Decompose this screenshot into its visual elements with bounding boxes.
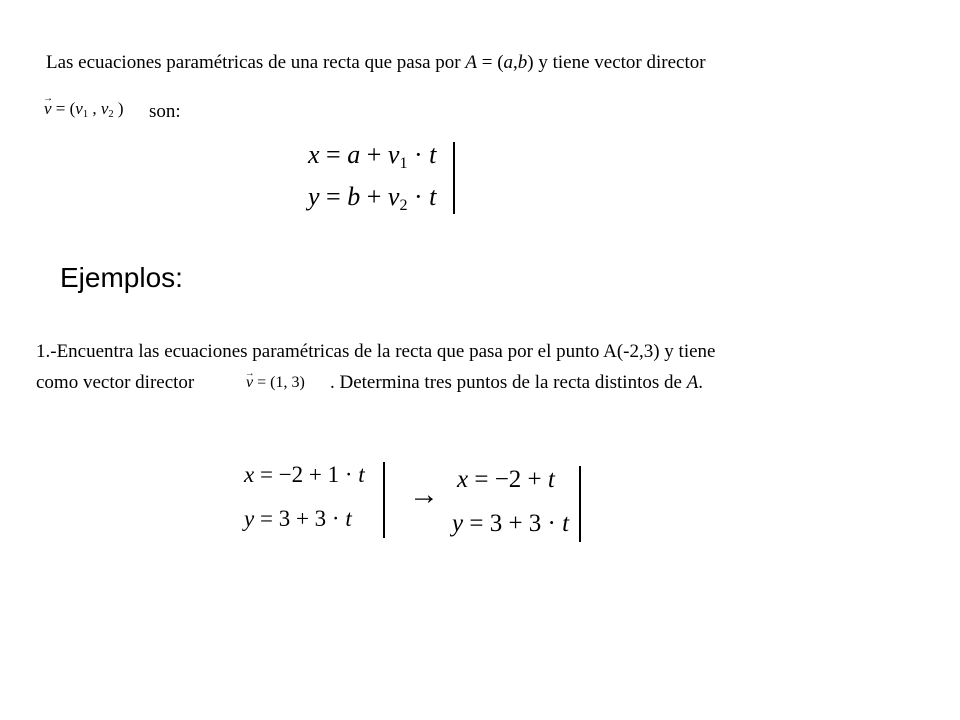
example-equation-y: y = 3 + 3 · t bbox=[244, 506, 352, 531]
general-equation-y: $y = b + v_2 \cdot t$ bbox=[308, 182, 437, 214]
example-1-vector: → v = (1, 3) bbox=[246, 374, 305, 392]
vector-definition: → $v = (v_1$ , $v_2$ ) bbox=[44, 99, 124, 120]
example-system-bracket bbox=[383, 462, 385, 538]
arrow-icon: → bbox=[409, 478, 439, 511]
example-1-line-1: 1.-Encuentra las ecuaciones paramétricas de la recta que pasa por el punto A(-2,3) y tiene bbox=[36, 341, 716, 362]
examples-heading: Ejemplos: bbox=[60, 262, 183, 293]
example-equation-x: x = −2 + 1 · t bbox=[244, 462, 365, 487]
general-equation-x: $x = a + v_1 \cdot t$ bbox=[308, 140, 437, 172]
point-a-label: A bbox=[465, 52, 477, 73]
simplified-system-bracket bbox=[579, 466, 581, 542]
general-system-bracket bbox=[453, 142, 455, 214]
intro-line-1: Las ecuaciones paramétricas de una recta que pasa por A = (a,b) y tiene vector director bbox=[46, 52, 706, 73]
simplified-equation-y: y = 3 + 3 · t bbox=[452, 510, 570, 537]
example-1-line-2-suffix: . Determina tres puntos de la recta distintos de A. bbox=[330, 372, 704, 393]
example-1-line-2-prefix: como vector director bbox=[36, 372, 195, 393]
intro-line-2-suffix: son: bbox=[149, 101, 181, 122]
simplified-equation-x: x = −2 + t bbox=[457, 466, 555, 493]
